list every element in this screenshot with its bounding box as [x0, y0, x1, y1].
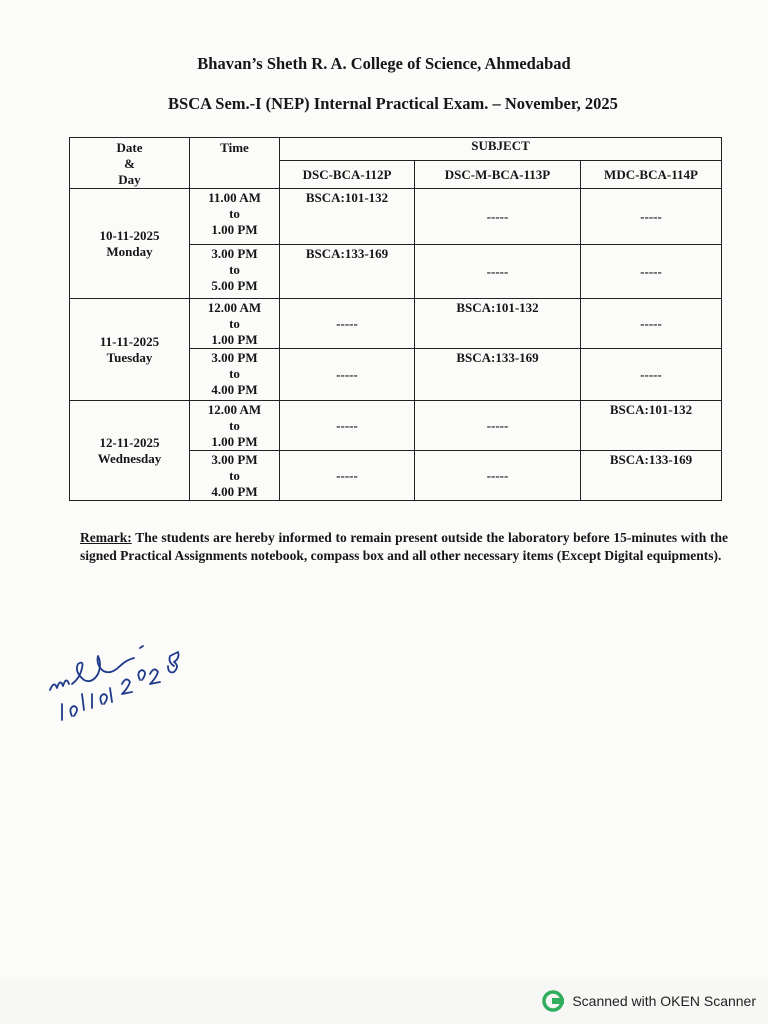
time-cell: 3.00 PM to 4.00 PM: [190, 349, 280, 401]
batch-cell: -----: [581, 349, 722, 401]
batch-cell: -----: [280, 299, 415, 349]
subject-code: DSC-M-BCA-113P: [415, 161, 581, 189]
exam-schedule-table: [69, 137, 722, 501]
batch-cell: -----: [415, 451, 581, 501]
batch-cell: BSCA:101-132: [280, 189, 415, 245]
table-row: [70, 299, 722, 349]
batch-cell: BSCA:133-169: [415, 349, 581, 401]
table-row: [70, 401, 722, 451]
batch-cell: -----: [280, 451, 415, 501]
time-cell: 3.00 PM to 4.00 PM: [190, 451, 280, 501]
date-day-cell: 10-11-2025 Monday: [70, 189, 190, 299]
batch-cell: -----: [581, 189, 722, 245]
handwritten-signature: [44, 628, 204, 728]
batch-cell: -----: [280, 349, 415, 401]
batch-cell: -----: [581, 245, 722, 299]
subject-header: SUBJECT: [280, 138, 722, 161]
date-day-cell: 12-11-2025 Wednesday: [70, 401, 190, 501]
batch-cell: -----: [415, 189, 581, 245]
batch-cell: BSCA:101-132: [581, 401, 722, 451]
scanner-footer: [542, 990, 756, 1012]
batch-cell: BSCA:101-132: [415, 299, 581, 349]
remark-text: The students are hereby informed to remain present outside the laboratory before 15-minutes with the signed Practical Assignments notebook, compass box and all other necessary items (Except Digital equipments).: [80, 530, 728, 563]
remark-label: Remark:: [80, 530, 132, 545]
scanner-text: Scanned with OKEN Scanner: [572, 993, 756, 1009]
time-cell: 12.00 AM to 1.00 PM: [190, 299, 280, 349]
subject-code: DSC-BCA-112P: [280, 161, 415, 189]
batch-cell: -----: [280, 401, 415, 451]
date-day-header: Date & Day: [70, 138, 190, 189]
date-day-cell: 11-11-2025 Tuesday: [70, 299, 190, 401]
batch-cell: BSCA:133-169: [581, 451, 722, 501]
college-name: Bhavan’s Sheth R. A. College of Science, Ahmedabad: [197, 54, 571, 73]
subject-code: MDC-BCA-114P: [581, 161, 722, 189]
batch-cell: -----: [415, 245, 581, 299]
time-cell: 11.00 AM to 1.00 PM: [190, 189, 280, 245]
time-header: Time: [190, 138, 280, 189]
time-cell: 3.00 PM to 5.00 PM: [190, 245, 280, 299]
batch-cell: -----: [415, 401, 581, 451]
time-cell: 12.00 AM to 1.00 PM: [190, 401, 280, 451]
exam-title: BSCA Sem.-I (NEP) Internal Practical Exam. – November, 2025: [168, 94, 618, 113]
remark-paragraph: [80, 529, 728, 565]
oken-scanner-logo-icon: [542, 990, 564, 1012]
batch-cell: -----: [581, 299, 722, 349]
table-row: [70, 189, 722, 245]
batch-cell: BSCA:133-169: [280, 245, 415, 299]
